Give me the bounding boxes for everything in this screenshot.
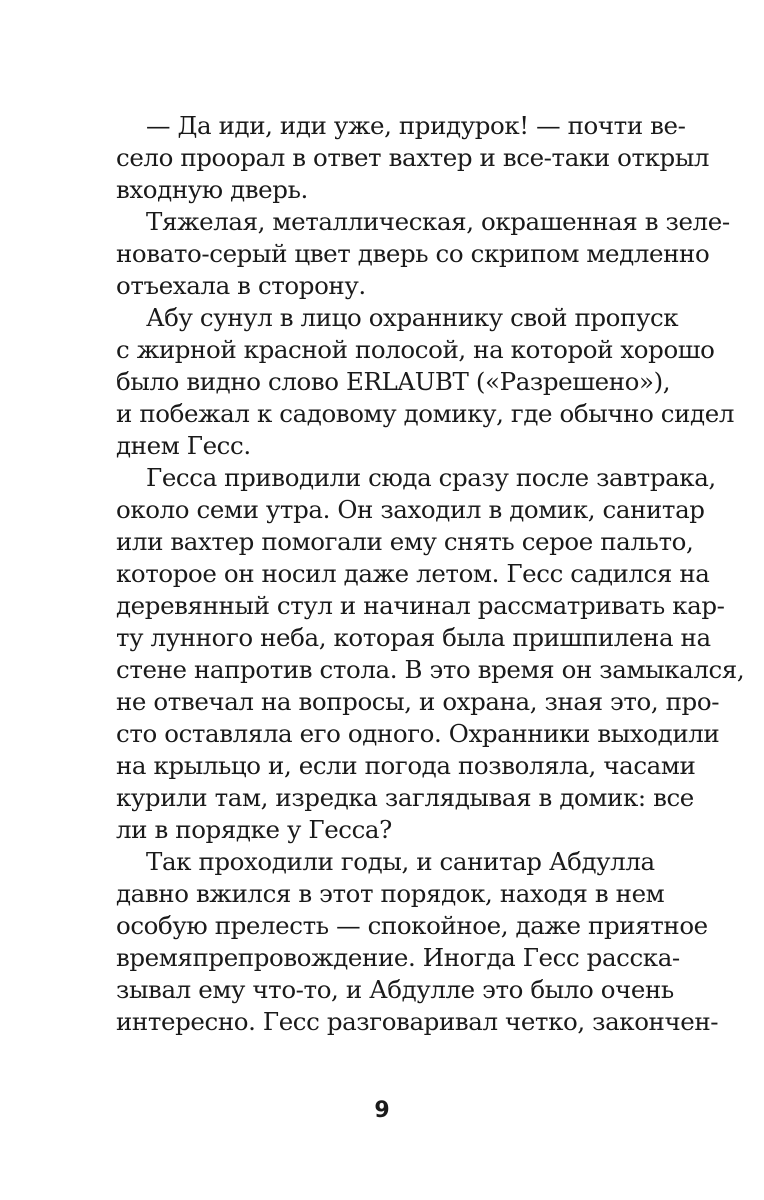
text-line: или вахтер помогали ему снять серое пальто, — [116, 527, 694, 556]
page-number: 9 — [374, 1098, 390, 1123]
text-line: Гесса приводили сюда сразу после завтрака, — [146, 463, 716, 492]
text-line: село проорал в ответ вахтер и все-таки открыл — [116, 143, 710, 172]
text-line: на крыльцо и, если погода позволяла, часами — [116, 751, 696, 780]
text-line: днем Гесс. — [116, 431, 251, 460]
text-line: входную дверь. — [116, 175, 308, 204]
text-line: стене напротив стола. В это время он замыкался, — [116, 655, 745, 684]
text-line: особую прелесть — спокойное, даже приятное — [116, 911, 708, 940]
text-line: курили там, изредка заглядывая в домик: все — [116, 783, 694, 812]
body-text — [116, 110, 745, 1038]
text-line: деревянный стул и начинал рассматривать кар- — [116, 591, 725, 620]
text-line: около семи утра. Он заходил в домик, санитар — [116, 495, 705, 524]
text-line: не отвечал на вопросы, и охрана, зная это, про- — [116, 687, 720, 716]
text-line: зывал ему что-то, и Абдулле это было очень — [116, 975, 674, 1004]
text-line: отъехала в сторону. — [116, 271, 366, 300]
text-line: Абу сунул в лицо охраннику свой пропуск — [146, 303, 679, 332]
text-line: ту лунного неба, которая была пришпилена на — [116, 623, 711, 652]
text-line: Тяжелая, металлическая, окрашенная в зеле- — [146, 207, 730, 236]
text-line: было видно слово ERLAUBT («Разрешено»), — [116, 367, 671, 396]
text-line: которое он носил даже летом. Гесс садился на — [116, 559, 710, 588]
text-line: и побежал к садовому домику, где обычно сидел — [116, 399, 735, 428]
text-line: сто оставляла его одного. Охранники выходили — [116, 719, 720, 748]
text-line: времяпрепровождение. Иногда Гесс расска- — [116, 943, 680, 972]
text-line: ли в порядке у Гесса? — [116, 815, 392, 844]
text-line: — Да иди, иди уже, придурок! — почти ве- — [146, 111, 686, 140]
text-line: Так проходили годы, и санитар Абдулла — [146, 847, 655, 876]
text-line: интересно. Гесс разговаривал четко, закончен- — [116, 1007, 719, 1036]
text-line: с жирной красной полосой, на которой хорошо — [116, 335, 715, 364]
text-line: давно вжился в этот порядок, находя в нем — [116, 879, 665, 908]
text-line: новато-серый цвет дверь со скрипом медленно — [116, 239, 710, 268]
